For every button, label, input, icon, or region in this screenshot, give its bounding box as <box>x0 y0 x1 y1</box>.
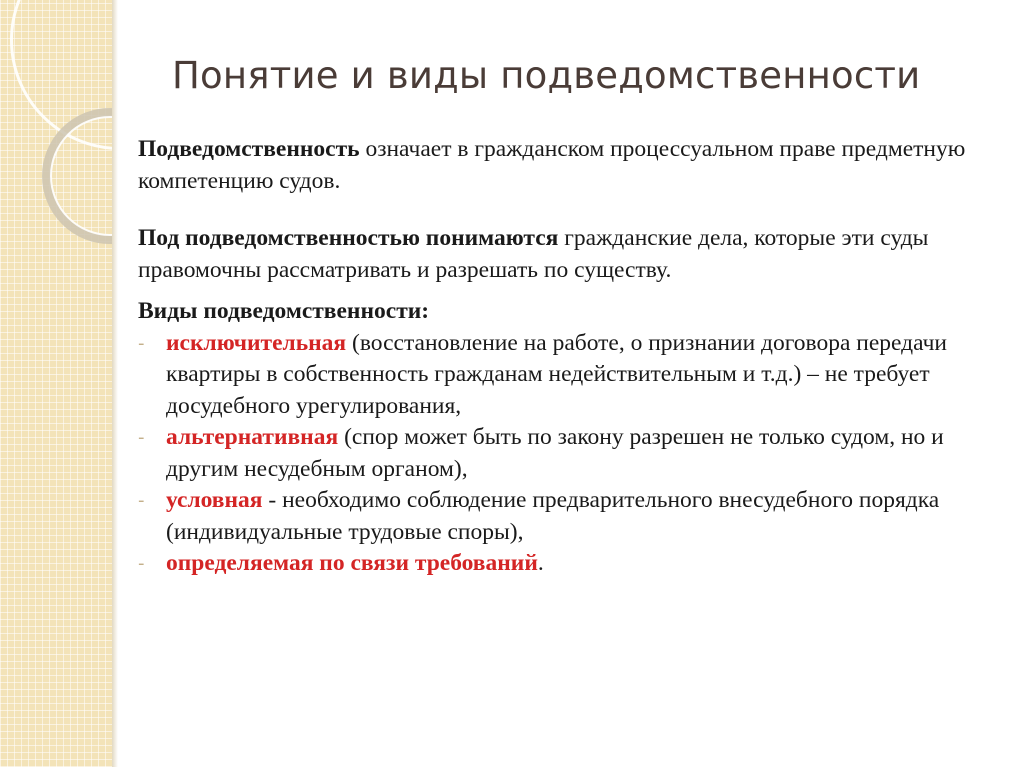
kind-text: . <box>537 550 544 576</box>
kind-text: (восстановление на работе, о признании договора передачи квартиры в собственность гражданам недействительным и т.д.) – не требует досудебного урегулирования, <box>166 329 947 419</box>
kind-item-conditional <box>138 485 998 548</box>
definition-paragraph <box>138 134 998 197</box>
definition-term: Подведомственность <box>138 136 360 162</box>
bullet-dash: - <box>138 332 145 354</box>
kind-item-exclusive <box>138 328 998 423</box>
decorative-side-panel <box>0 0 112 767</box>
slide-title: Понятие и виды подведомственности <box>172 54 921 97</box>
slide-content <box>138 134 998 580</box>
definition-text: означает в гражданском процессуальном праве предметную компетенцию судов. <box>138 136 966 194</box>
kind-term: альтернативная <box>166 424 339 450</box>
bullet-dash: - <box>138 427 145 448</box>
side-panel-shadow <box>112 0 118 767</box>
kind-term: исключительная <box>166 329 347 356</box>
kind-term: определяемая по связи требований <box>166 550 538 576</box>
understanding-text: гражданские дела, которые эти суды правомочны рассматривать и разрешать по существу. <box>138 225 929 283</box>
understanding-term: Под подведомственностью понимаются <box>138 225 559 251</box>
bullet-dash: - <box>138 490 145 511</box>
kinds-heading: Виды подведомственности: <box>138 298 430 324</box>
kind-item-related-claims <box>138 548 998 580</box>
kind-text: (спор может быть по закону разрешен не только судом, но и другим несудебным органом), <box>166 424 944 482</box>
kind-item-alternative <box>138 422 998 485</box>
kinds-list <box>138 328 998 580</box>
kind-term: условная <box>166 487 263 513</box>
bullet-dash: - <box>138 553 145 574</box>
kind-text: - необходимо соблюдение предварительного внесудебного порядка (индивидуальные трудовые споры), <box>166 487 940 545</box>
understanding-paragraph <box>138 223 998 286</box>
